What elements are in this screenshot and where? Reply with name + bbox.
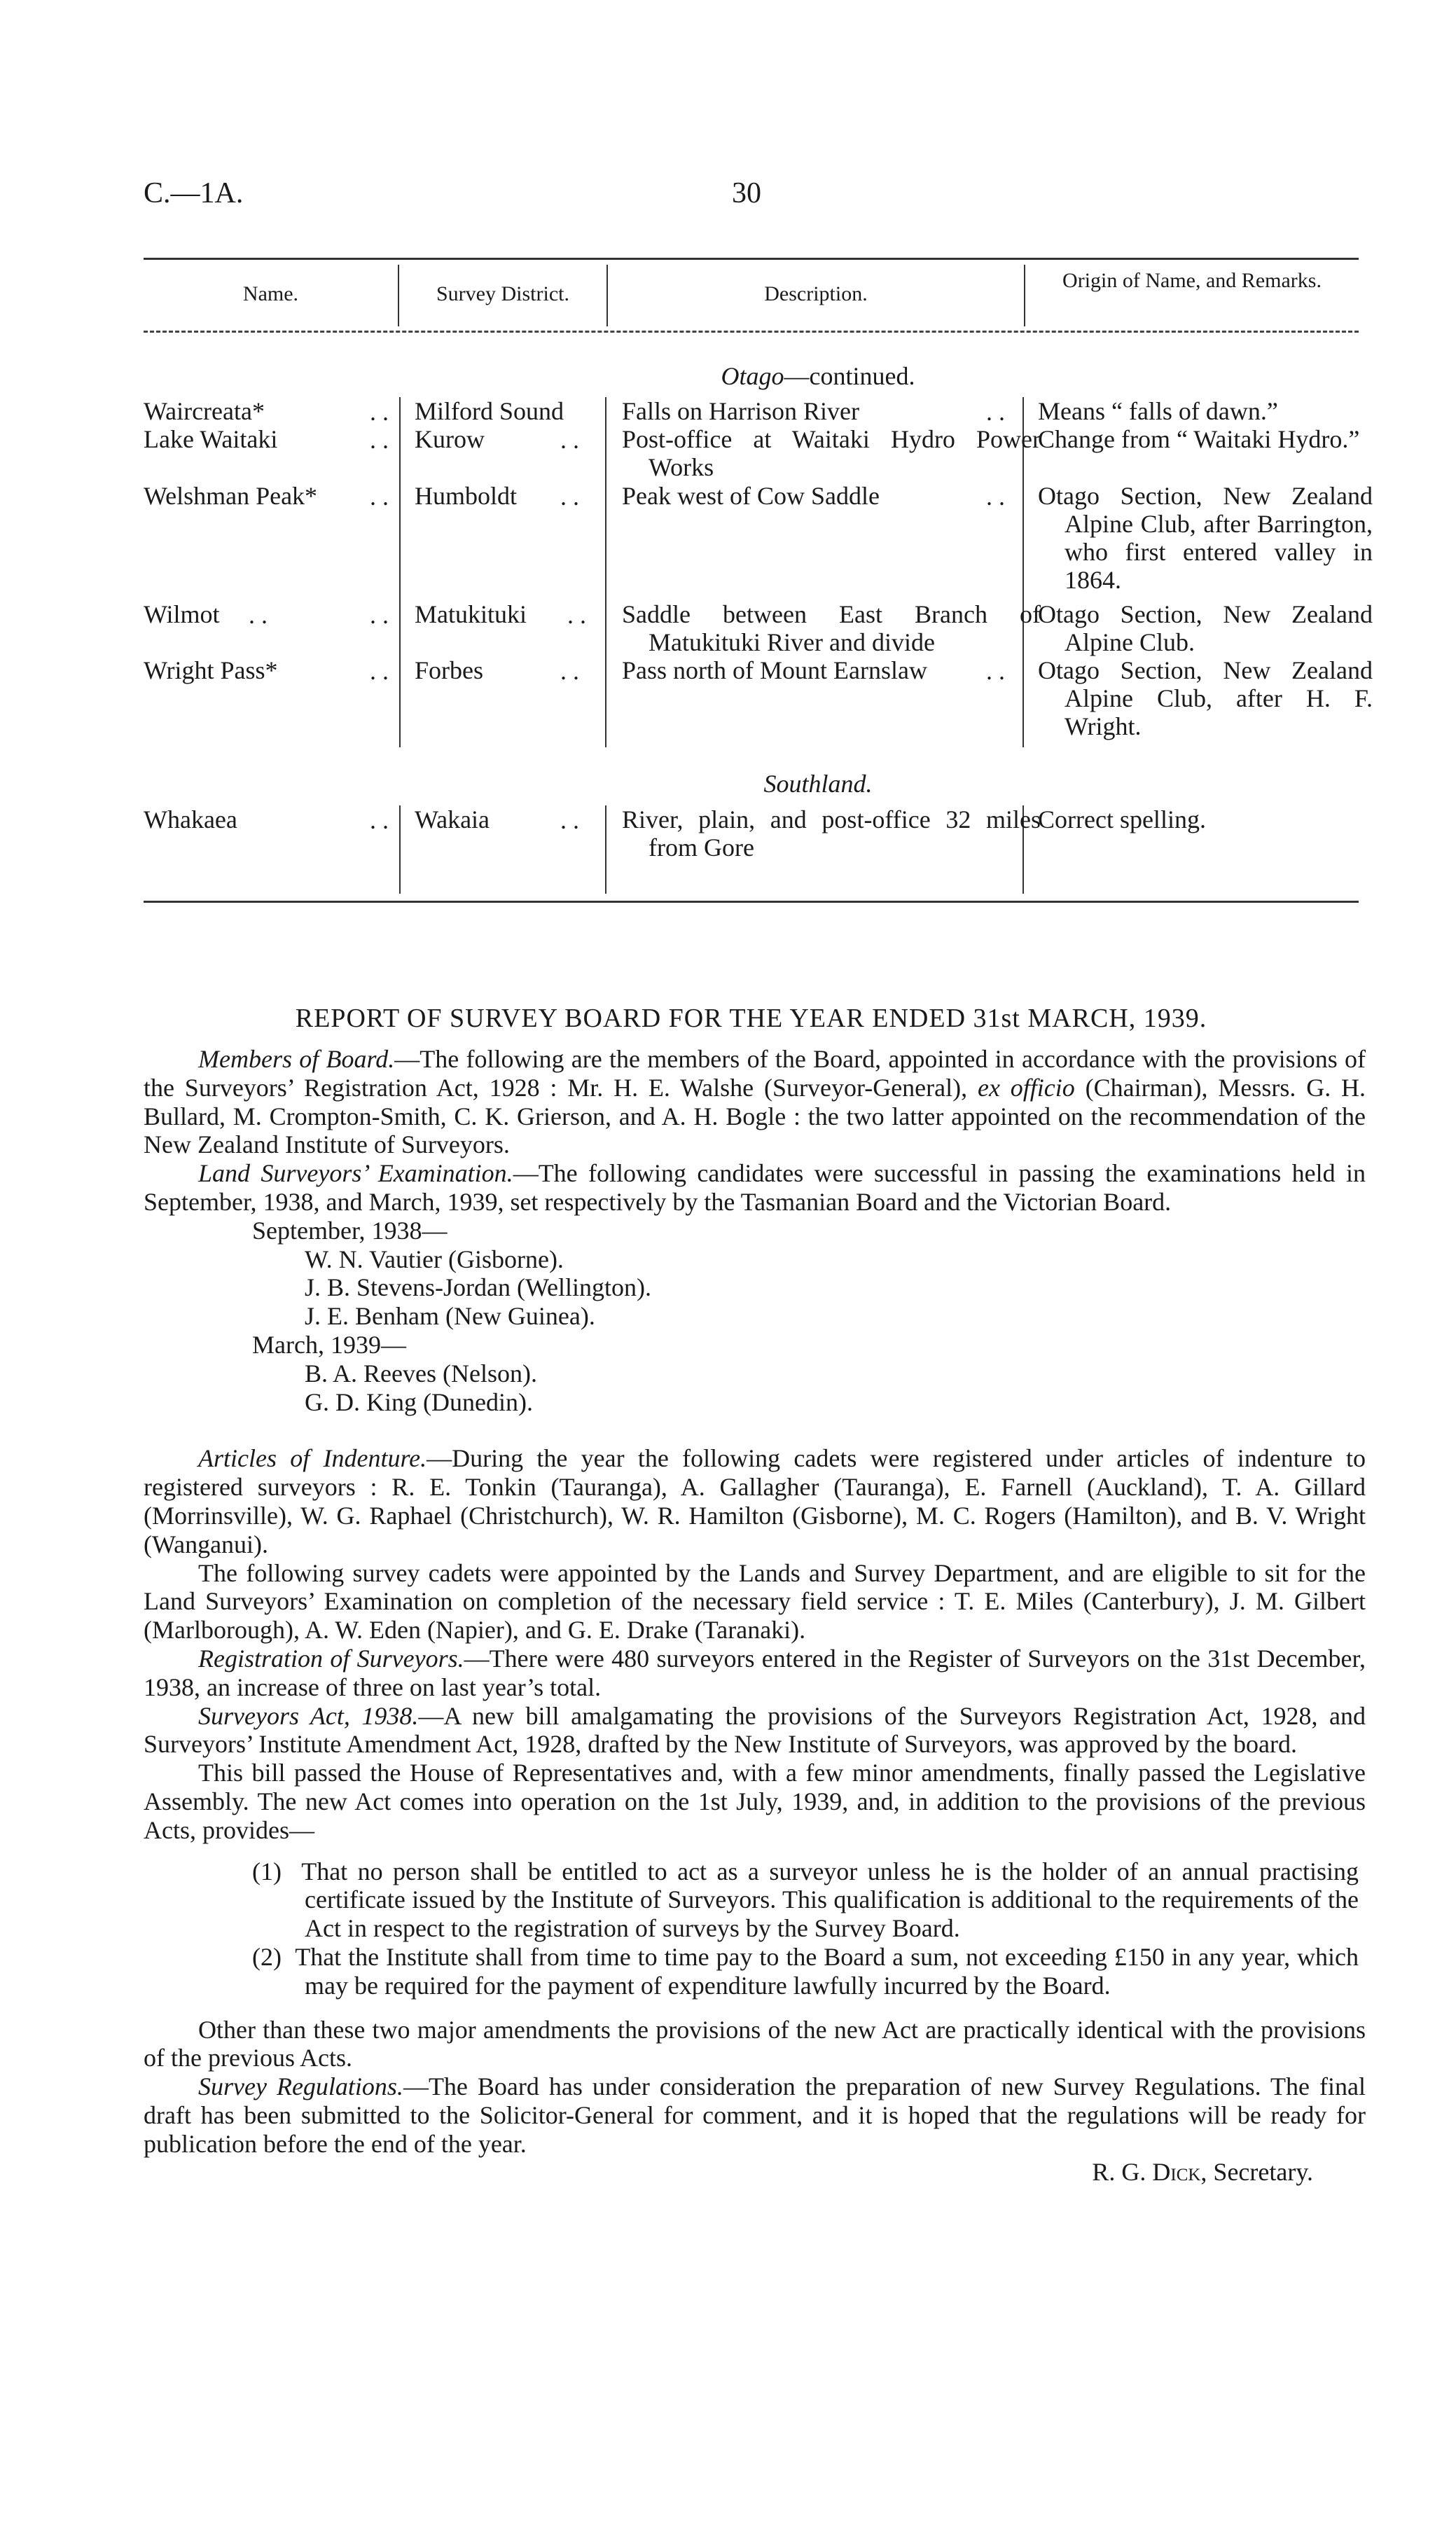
cell-district: Kurow — [415, 425, 485, 453]
heading-examination: Land Surveyors’ Examination. — [198, 1159, 513, 1188]
provision-item: (2) That the Institute shall from time to time pay to the Board a sum, not exceeding £150 in any year, which may be required for the payment of expenditure lawfully incurred by the Board. — [252, 1942, 1359, 2000]
paragraph-bill: This bill passed the House of Representatives and, with a few minor amendments, finally passed the Legislative Assembly. The new Act comes into operation on the 1st July, 1939, and, in addition to the provisions of the previous Acts, provides— — [144, 1759, 1366, 1844]
paragraph-other: Other than these two major amendments the provisions of the new Act are practically identical with the provisions of the previous Acts. — [144, 2015, 1366, 2072]
paragraph-members: Members of Board.—The following are the members of the Board, appointed in accordance with the provisions of the Surveyors’ Registration Act, 1928 : Mr. H. E. Walshe (Surveyor-General), ex officio (Chairman), Messrs. G. H. Bullard, M. Crompton-Smith, C. K. Grierson, and A. H. Bogle : the two latter appointed on the recommendation of the New Zealand Institute of Surveyors. — [144, 1045, 1366, 1159]
column-divider — [605, 397, 606, 747]
candidate-item: B. A. Reeves (Nelson). — [305, 1359, 537, 1387]
paragraph-examination: Land Surveyors’ Examination.—The following candidates were successful in passing the examinations held in September, 1938, and March, 1939, set respectively by the Tasmanian Board and the Victorian Board. — [144, 1159, 1366, 1216]
leader-dots: . . — [560, 426, 579, 454]
candidate-item: G. D. King (Dunedin). — [305, 1387, 533, 1416]
candidate-item: J. E. Benham (New Guinea). — [305, 1302, 595, 1331]
cell-name: Lake Waitaki — [144, 425, 278, 453]
leader-dots: . . — [560, 657, 579, 685]
leader-dots: . . — [370, 483, 389, 511]
leader-dots: . . — [370, 601, 389, 629]
table-header-rule — [144, 331, 1359, 333]
report-title: REPORT OF SURVEY BOARD FOR THE YEAR ENDED 31st MARCH, 1939. — [295, 1004, 1207, 1033]
heading-registration: Registration of Surveyors. — [198, 1644, 464, 1673]
label-september: September, 1938— — [252, 1216, 448, 1245]
paragraph-regulations: Survey Regulations.—The Board has under consideration the preparation of new Survey Regulations. The final draft has been submitted to the Solicitor-General for comment, and it is hoped that the regulations will be ready for publication before the end of the year. — [144, 2072, 1366, 2158]
leader-dots: . . — [370, 426, 389, 454]
paragraph-cadets: The following survey cadets were appointed by the Lands and Survey Department, and are eligible to sit for the Land Surveyors’ Examination on completion of the necessary field service : T. E. Miles (Canterbury), J. M. Gilbert (Marlborough), A. W. Eden (Napier), and G. E. Drake (Taranaki). — [144, 1558, 1366, 1645]
cell-description: Pass north of Mount Earnslaw — [622, 656, 927, 684]
cell-name: Wright Pass* — [144, 656, 278, 684]
section-heading-otago: Otago—continued. — [721, 362, 915, 390]
cell-remarks: Means “ falls of dawn.” — [1038, 397, 1278, 425]
candidate-item: J. B. Stevens-Jordan (Wellington). — [305, 1273, 652, 1302]
leader-dots: . . — [986, 483, 1005, 511]
heading-act: Surveyors Act, 1938. — [198, 1701, 419, 1730]
leader-dots: . . — [567, 601, 586, 629]
column-header-remarks: Origin of Name, and Remarks. — [1062, 269, 1322, 292]
section-heading-southland: Southland. — [763, 770, 873, 798]
column-divider — [605, 805, 606, 894]
cell-district: Forbes — [415, 656, 483, 684]
page-number: 30 — [732, 177, 761, 209]
leader-dots: . . — [986, 398, 1005, 426]
report-body — [144, 1045, 1366, 2187]
cell-name: Wilmot — [144, 600, 220, 628]
heading-regulations: Survey Regulations. — [198, 2072, 403, 2101]
label-march: March, 1939— — [252, 1330, 406, 1359]
column-header-name: Name. — [242, 282, 299, 305]
cell-description: Falls on Harrison River — [622, 397, 859, 425]
cell-district: Humboldt — [415, 482, 518, 510]
paragraph-registration: Registration of Surveyors.—There were 480 surveyors entered in the Register of Surveyors on the 31st December, 1938, an increase of three on last year’s total. — [144, 1644, 1366, 1701]
column-divider — [399, 805, 401, 894]
leader-dots: . . — [249, 601, 268, 629]
cell-name: Waircreata* — [144, 397, 265, 425]
table-top-rule — [144, 258, 1359, 260]
leader-dots: . . — [560, 483, 579, 511]
column-divider — [399, 397, 401, 747]
cell-remarks: Otago Section, New Zealand Alpine Club, after H. F. Wright. — [1038, 656, 1373, 740]
table-bottom-rule — [144, 901, 1359, 903]
cell-district: Wakaia — [415, 805, 490, 833]
column-header-description: Description. — [764, 282, 868, 305]
leader-dots: . . — [560, 806, 579, 834]
signature: R. G. Dick, Secretary. — [1092, 2158, 1313, 2187]
leader-dots: . . — [370, 806, 389, 834]
cell-remarks: Otago Section, New Zealand Alpine Club. — [1038, 600, 1373, 656]
cell-remarks: Otago Section, New Zealand Alpine Club, after Barrington, who first entered valley in 1864. — [1038, 482, 1373, 594]
heading-members: Members of Board. — [198, 1045, 395, 1073]
leader-dots: . . — [370, 657, 389, 685]
cell-remarks: Correct spelling. — [1038, 805, 1206, 833]
paragraph-indenture: Articles of Indenture.—During the year the following cadets were registered under articles of indenture to registered surveyors : R. E. Tonkin (Tauranga), A. Gallagher (Tauranga), E. Farnell (Auckland), T. A. Gillard (Morrinsville), W. G. Raphael (Christchurch), W. R. Hamilton (Gisborne), M. C. Rogers (Hamilton), and B. V. Wright (Wanganui). — [144, 1444, 1366, 1558]
cell-description: Peak west of Cow Saddle — [622, 482, 880, 510]
cell-description: River, plain, and post-office 32 miles from Gore — [622, 805, 1041, 861]
leader-dots: . . — [370, 398, 389, 426]
cell-remarks: Change from “ Waitaki Hydro.” — [1038, 425, 1360, 453]
cell-description: Saddle between East Branch of Matukituki River and divide — [622, 600, 1041, 656]
cell-name: Whakaea — [144, 805, 237, 833]
paragraph-act: Surveyors Act, 1938.—A new bill amalgamating the provisions of the Surveyors Registration Act, 1928, and Surveyors’ Institute Amendment Act, 1928, drafted by the New Institute of Surveyors, was approved by the board. — [144, 1701, 1366, 1759]
document-reference: C.—1A. — [144, 177, 244, 209]
leader-dots: . . — [986, 657, 1005, 685]
heading-indenture: Articles of Indenture. — [198, 1444, 427, 1473]
provision-item: (1) That no person shall be entitled to act as a surveyor unless he is the holder of an annual practising certificate issued by the Institute of Surveyors. This qualification is additional to the requirements of the Act in respect to the registration of surveys by the Survey Board. — [252, 1857, 1359, 1943]
cell-description: Post-office at Waitaki Hydro Power Works — [622, 425, 1041, 481]
cell-district: Matukituki — [415, 600, 527, 628]
cell-name: Welshman Peak* — [144, 482, 318, 510]
cell-district: Milford Sound — [415, 397, 564, 425]
column-header-district: Survey District. — [436, 282, 569, 305]
candidate-item: W. N. Vautier (Gisborne). — [305, 1245, 564, 1273]
